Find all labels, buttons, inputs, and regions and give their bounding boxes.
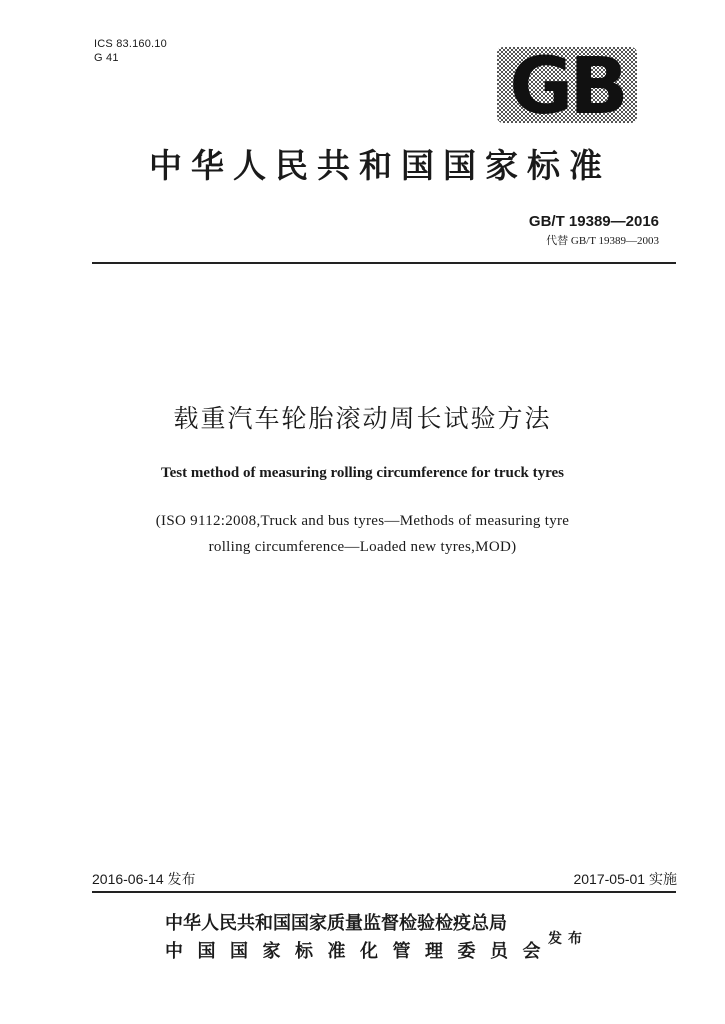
gb-logo-text: GB bbox=[509, 47, 625, 123]
replaced-standard: 代替 GB/T 19389—2003 bbox=[546, 235, 659, 247]
iso-reference-line-1: (ISO 9112:2008,Truck and bus tyres—Methods of measuring tyre bbox=[155, 513, 570, 529]
standard-number: GB/T 19389—2016 bbox=[528, 213, 659, 230]
classification-codes bbox=[94, 37, 167, 65]
english-title: Test method of measuring rolling circumference for truck tyres bbox=[161, 465, 564, 481]
ics-code: ICS 83.160.10 bbox=[94, 38, 167, 50]
bottom-divider bbox=[92, 891, 676, 893]
iso-reference-line-2: rolling circumference—Loaded new tyres,MOD) bbox=[208, 539, 517, 555]
ccs-code: G 41 bbox=[94, 52, 119, 64]
chinese-title: 载重汽车轮胎滚动周长试验方法 bbox=[173, 404, 552, 433]
issuer-line-1: 中华人民共和国国家质量监督检验检疫总局 bbox=[165, 913, 507, 934]
implementation-date: 2017-05-01 实施 bbox=[573, 871, 677, 887]
national-standard-title: 中华人民共和国国家标准 bbox=[149, 146, 611, 185]
issuer-line-2: 中国国家标准化管理委员会 bbox=[165, 941, 555, 962]
issue-date: 2016-06-14 发布 bbox=[92, 871, 196, 887]
top-divider bbox=[92, 262, 676, 264]
publish-label: 发布 bbox=[548, 931, 588, 947]
gb-logo bbox=[497, 47, 637, 123]
